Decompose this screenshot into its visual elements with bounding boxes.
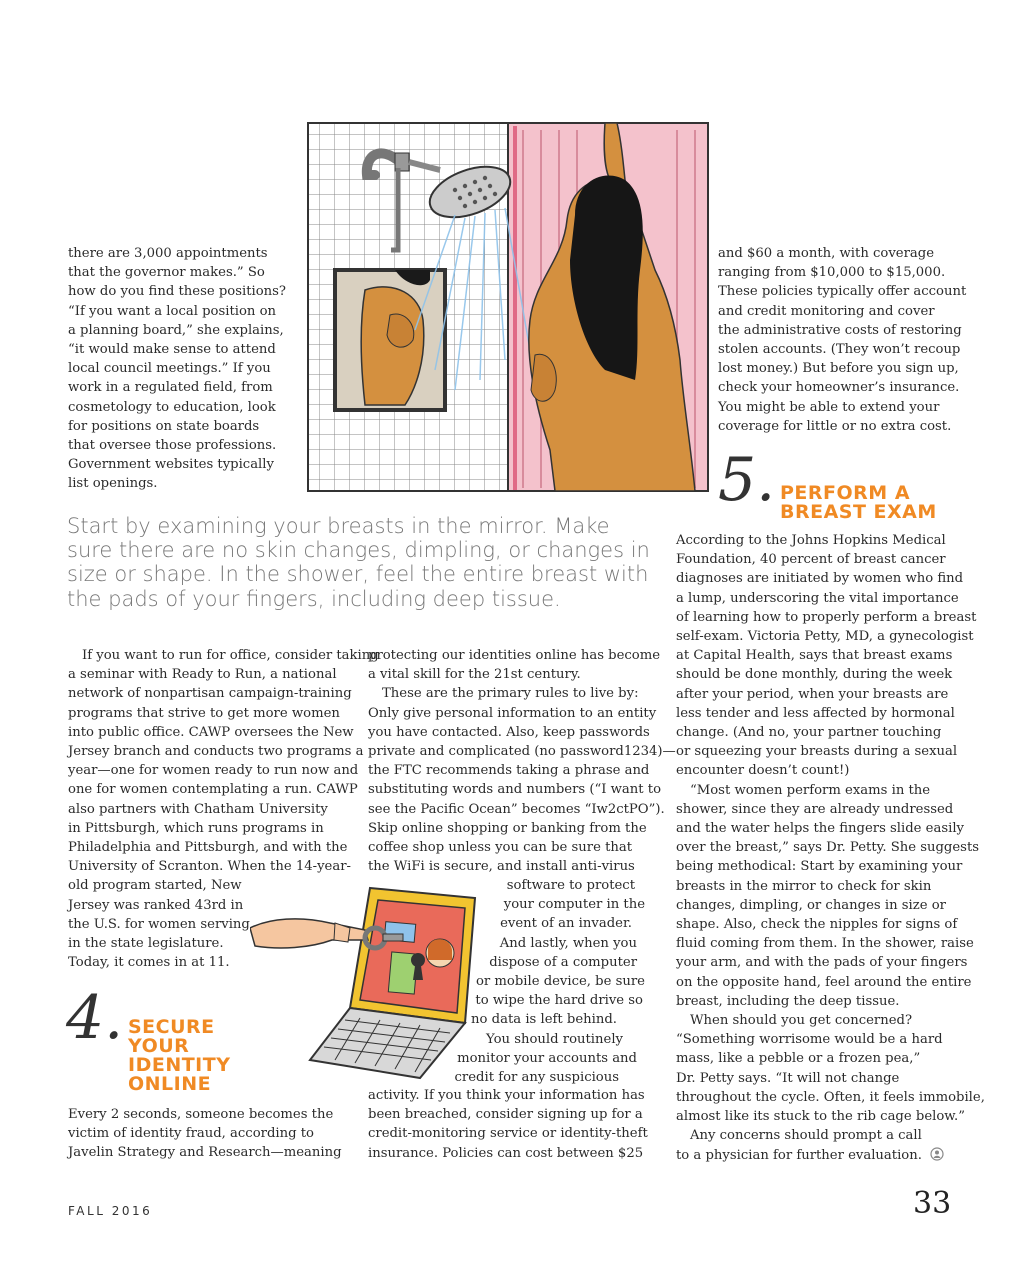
text-line: dispose of a computer [489, 954, 637, 970]
text-line: that oversee those professions. [68, 438, 277, 454]
text-line: credit-monitoring service or identity-theft [368, 1126, 648, 1142]
text-line: on the opposite hand, feel around the entire [676, 974, 972, 990]
text-line: shape. Also, check the nipples for signs of [676, 917, 958, 933]
article-column-2-bottom [368, 1086, 668, 1163]
text-line-end: to a physician for further evaluation. [676, 1147, 922, 1163]
text-line: Today, it comes in at 11. [68, 955, 230, 971]
article-column-3 [676, 531, 985, 1165]
text-line: “If you want a local position on [68, 303, 277, 319]
text-line: there are 3,000 appointments [68, 246, 268, 261]
text-line: in Pittsburgh, which runs programs in [68, 820, 324, 836]
section-4-title [128, 1018, 230, 1094]
text-line: the U.S. for women serving [68, 916, 250, 932]
text-line: ranging from $10,000 to $15,000. [718, 265, 946, 281]
text-line: almost like its stuck to the rib cage below.” [676, 1109, 965, 1125]
text-line: insurance. Policies can cost between $25 [368, 1145, 644, 1161]
section-title-line: IDENTITY [128, 1054, 231, 1076]
text-line: software to protect [506, 878, 635, 893]
text-line: old program started, New [68, 878, 242, 894]
text-line: Government websites typically [68, 457, 274, 473]
text-line: in the state legislature. [68, 936, 224, 952]
text-line: how do you find these positions? [68, 284, 286, 300]
text-line: These are the primary rules to live by: [382, 686, 639, 702]
text-line: Any concerns should prompt a call [690, 1128, 922, 1144]
text-line: monitor your accounts and [457, 1050, 637, 1066]
text-line: You should routinely [486, 1031, 623, 1047]
text-line: You might be able to extend your [718, 399, 940, 415]
article-column-right-top [718, 244, 967, 436]
text-line: shower, since they are already undressed [676, 801, 954, 817]
text-line: local council meetings.” If you [68, 361, 271, 377]
text-line: your computer in the [503, 897, 645, 913]
text-line: no data is left behind. [471, 1012, 617, 1028]
text-line: year—one for women ready to run now and [68, 763, 359, 779]
section-title-line: ONLINE [128, 1073, 212, 1095]
article-column-2-top [368, 646, 676, 876]
text-line: less tender and less affected by hormonal [676, 705, 955, 721]
text-line: breasts in the mirror to check for skin [676, 878, 932, 894]
text-line: a planning board,” she explains, [68, 322, 284, 338]
text-line: see the Pacific Ocean” becomes “Iw2ctPO”). [368, 801, 665, 817]
text-line: Dr. Petty says. “It will not change [676, 1070, 900, 1086]
text-line: your arm, and with the pads of your fingers [676, 955, 968, 971]
text-line: and credit monitoring and cover [718, 303, 935, 319]
text-line: These policies typically offer account [718, 284, 967, 300]
text-line: the administrative costs of restoring [718, 322, 962, 338]
shower-illustration [305, 120, 713, 495]
text-line: encounter doesn’t count!) [676, 763, 850, 779]
text-line: network of nonpartisan campaign-training [68, 686, 352, 702]
text-line: the WiFi is secure, and install anti-virus [368, 859, 635, 875]
text-line: And lastly, when you [499, 935, 637, 951]
text-line: or squeezing your breasts during a sexual [676, 744, 958, 760]
text-line: self-exam. Victoria Petty, MD, a gynecologist [676, 629, 974, 645]
text-line: work in a regulated field, from [68, 380, 273, 396]
section-title-line: PERFORM A [780, 482, 911, 504]
section-5-title [780, 484, 937, 522]
text-line: substituting words and numbers (“I want to [368, 782, 662, 798]
text-line: “Most women perform exams in the [690, 782, 931, 798]
section-4-number: 4. [66, 983, 124, 1053]
text-line: list openings. [68, 476, 158, 492]
text-line: credit for any suspicious [454, 1070, 619, 1086]
text-line: change. (And no, your partner touching [676, 725, 942, 741]
text-line: for positions on state boards [68, 418, 260, 434]
text-line: fluid coming from them. In the shower, raise [676, 936, 974, 952]
text-line: Every 2 seconds, someone becomes the [68, 1107, 334, 1122]
text-line: of learning how to properly perform a breast [676, 609, 977, 625]
text-line: being methodical: Start by examining your [676, 859, 963, 875]
text-line: one for women contemplating a run. CAWP [68, 782, 358, 798]
text-line: been breached, consider signing up for a [368, 1107, 643, 1123]
text-line: the FTC recommends taking a phrase and [368, 763, 650, 779]
text-line: Philadelphia and Pittsburgh, and with the [68, 840, 348, 856]
text-line [676, 1146, 966, 1165]
pull-quote-line: sure there are no skin changes, dimpling, or changes in [67, 538, 650, 563]
text-line: Foundation, 40 percent of breast cancer [676, 552, 946, 568]
text-line: private and complicated (no password1234)— [368, 744, 676, 760]
article-column-left-top [68, 244, 288, 494]
text-line: Skip online shopping or banking from the [368, 820, 647, 836]
text-line: If you want to run for office, consider taking [82, 648, 379, 663]
text-line: event of an invader. [500, 916, 632, 932]
pull-quote-line: the pads of your fingers, including deep tissue. [67, 586, 561, 611]
pull-quote-line: Start by examining your breasts in the mirror. Make [67, 514, 610, 538]
text-line: a seminar with Ready to Run, a national [68, 667, 337, 683]
text-line: coffee shop unless you can be sure that [368, 840, 633, 856]
text-line: “it would make sense to attend [68, 342, 276, 358]
text-line: lost money.) But before you sign up, [718, 361, 959, 377]
pull-quote-line: size or shape. In the shower, feel the entire breast with [67, 562, 649, 587]
folio: FALL 2016 [68, 1204, 153, 1218]
text-line: stolen accounts. (They won’t recoup [718, 342, 961, 358]
text-line: should be done monthly, during the week [676, 667, 953, 683]
text-line: victim of identity fraud, according to [68, 1126, 314, 1142]
text-line: check your homeowner’s insurance. [718, 380, 960, 396]
text-line: a lump, underscoring the vital importance [676, 590, 959, 606]
text-line: protecting our identities online has become [368, 648, 661, 663]
text-line: coverage for little or no extra cost. [718, 418, 952, 434]
text-line: According to the Johns Hopkins Medical [676, 533, 946, 548]
text-line: Javelin Strategy and Research—meaning [68, 1145, 342, 1161]
page-number: 33 [913, 1186, 952, 1221]
section-title-line: BREAST EXAM [780, 501, 937, 523]
text-line: changes, dimpling, or changes in size or [676, 897, 946, 913]
pull-quote [67, 514, 667, 611]
text-line: breast, including the deep tissue. [676, 993, 900, 1009]
text-line: activity. If you think your information has [368, 1088, 645, 1103]
text-line: University of Scranton. When the 14-year- [68, 859, 351, 875]
text-line: cosmetology to education, look [68, 399, 276, 415]
text-line: Jersey was ranked 43rd in [68, 897, 244, 913]
text-line: at Capital Health, says that breast exams [676, 648, 953, 664]
text-line: to wipe the hard drive so [475, 993, 643, 1009]
laptop-key-illustration [250, 878, 490, 1083]
text-line: also partners with Chatham University [68, 801, 328, 817]
text-line: “Something worrisome would be a hard [676, 1032, 943, 1048]
end-mark-icon [930, 1147, 944, 1161]
text-line: you have contacted. Also, keep passwords [368, 724, 650, 740]
text-line: and the water helps the fingers slide easily [676, 821, 964, 837]
section-title-line: SECURE [128, 1016, 215, 1038]
text-line: Jersey branch and conducts two programs a [68, 744, 364, 760]
text-line: Only give personal information to an entity [368, 705, 657, 721]
text-line: that the governor makes.” So [68, 265, 265, 281]
section-5-number: 5. [718, 445, 776, 515]
text-line: and $60 a month, with coverage [718, 246, 935, 261]
text-line: into public office. CAWP oversees the New [68, 724, 354, 740]
text-line: programs that strive to get more women [68, 705, 340, 721]
text-line: diagnoses are initiated by women who find [676, 571, 964, 587]
text-line: after your period, when your breasts are [676, 686, 949, 702]
text-line: a vital skill for the 21st century. [368, 667, 581, 683]
text-line: or mobile device, be sure [475, 974, 645, 990]
article-column-1-bottom [68, 1105, 358, 1163]
text-line: When should you get concerned? [690, 1013, 913, 1029]
text-line: over the breast,” says Dr. Petty. She suggests [676, 840, 980, 856]
text-line: mass, like a pebble or a frozen pea,” [676, 1051, 921, 1067]
text-line: throughout the cycle. Often, it feels immobile, [676, 1089, 985, 1105]
section-title-line: YOUR [128, 1035, 190, 1057]
